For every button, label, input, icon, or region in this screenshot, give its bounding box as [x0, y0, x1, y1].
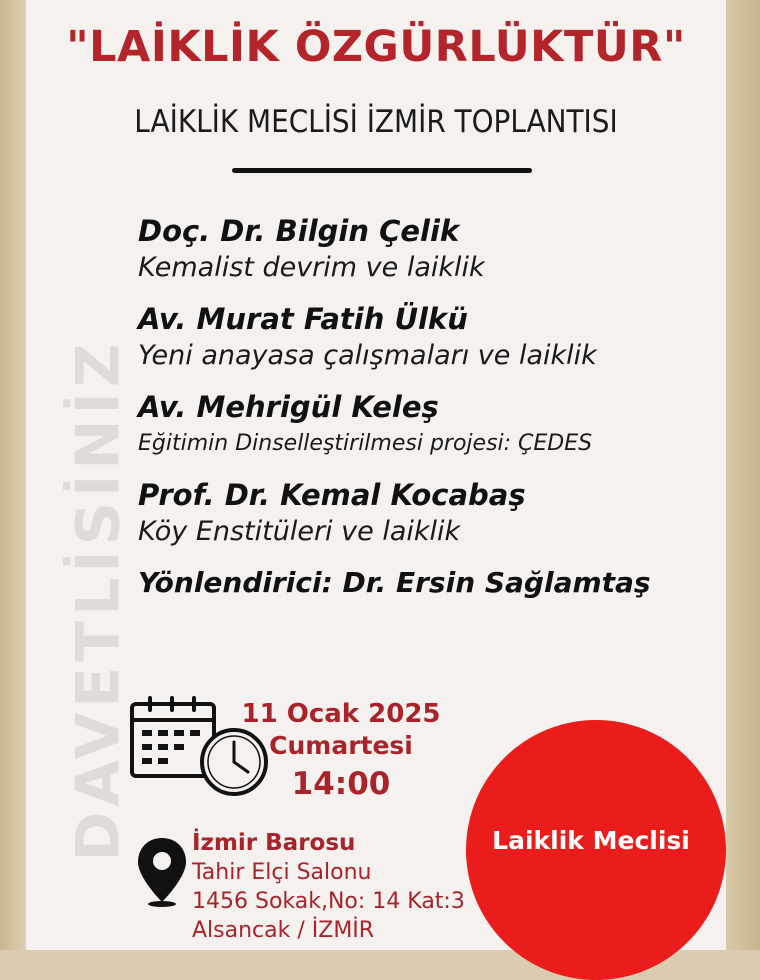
event-time: 14:00 — [291, 766, 391, 802]
speaker-topic: Yeni anayasa çalışmaları ve laiklik — [138, 340, 597, 371]
location-pin-icon — [136, 836, 188, 908]
speaker-name: Doç. Dr. Bilgin Çelik — [138, 214, 460, 248]
venue-hall: Tahir Elçi Salonu — [192, 860, 372, 885]
venue-address: 1456 Sokak,No: 14 Kat:3 — [192, 889, 465, 914]
speaker-topic: Kemalist devrim ve laiklik — [138, 252, 485, 283]
speaker-list — [138, 212, 728, 616]
speaker-item — [138, 476, 728, 550]
speaker-name: Av. Murat Fatih Ülkü — [138, 302, 468, 336]
speaker-item — [138, 212, 728, 286]
speaker-name: Av. Mehrigül Keleş — [138, 390, 439, 424]
moderator-item — [138, 564, 728, 602]
organizer-badge — [466, 720, 726, 980]
speaker-topic: Köy Enstitüleri ve laiklik — [138, 516, 461, 547]
speaker-item — [138, 388, 728, 462]
vertical-invitation-text: DAVETLİSİNİZ — [63, 338, 133, 862]
event-day: Cumartesi — [269, 731, 413, 760]
vertical-invitation — [50, 290, 146, 910]
event-datetime — [226, 698, 456, 806]
headline: "LAİKLİK ÖZGÜRLÜKTÜR" — [66, 22, 686, 72]
speaker-name: Prof. Dr. Kemal Kocabaş — [138, 478, 526, 512]
speaker-item — [138, 300, 728, 374]
paper-background-right — [726, 0, 760, 950]
poster-card — [26, 0, 726, 950]
speaker-topic: Eğitimin Dinselleştirilmesi projesi: ÇEDES — [138, 431, 593, 456]
organizer-badge-label: Laiklik Meclisi — [492, 825, 690, 855]
venue-name: İzmir Barosu — [192, 830, 356, 856]
venue-district: Alsancak / İZMİR — [192, 918, 375, 943]
divider — [232, 168, 532, 173]
subheadline: LAİKLİK MECLİSİ İZMİR TOPLANTISI — [134, 104, 618, 140]
paper-background-left — [0, 0, 26, 950]
venue-info — [192, 828, 465, 945]
moderator-name: Yönlendirici: Dr. Ersin Sağlamtaş — [138, 566, 651, 599]
event-date: 11 Ocak 2025 — [241, 699, 441, 729]
